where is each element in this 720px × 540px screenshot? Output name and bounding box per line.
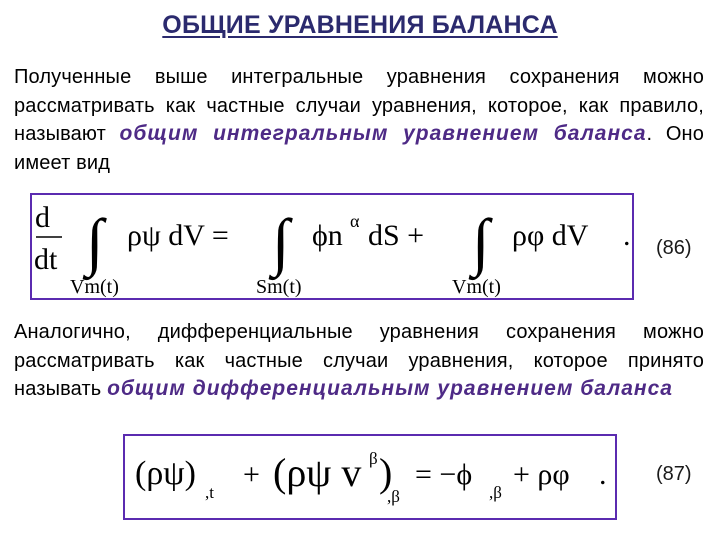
integral-limit: Vm(t) bbox=[70, 276, 119, 298]
integral-limit: Sm(t) bbox=[256, 276, 302, 298]
integral-sign: ∫ bbox=[272, 206, 290, 277]
integral-limit: Vm(t) bbox=[452, 276, 501, 298]
plus-sign: + bbox=[243, 458, 260, 491]
rhs-rho-phi: + ρφ bbox=[513, 458, 570, 491]
integrand-3: ρφ dV bbox=[512, 219, 589, 252]
integral-sign: ∫ bbox=[472, 206, 490, 277]
equation-number: (86) bbox=[656, 237, 692, 259]
equation-number: (87) bbox=[656, 463, 692, 485]
term-flux-close: ) bbox=[379, 450, 393, 495]
second-paragraph bbox=[14, 318, 704, 404]
term-flux-open: (ρψ v bbox=[273, 450, 362, 495]
equation-period: . bbox=[623, 219, 631, 252]
superscript-beta: β bbox=[369, 449, 378, 468]
integrand-1: ρψ dV = bbox=[127, 219, 229, 252]
emphasis-term: общим интегральным уравнением баланса bbox=[119, 122, 647, 145]
emphasis-term: общим дифференциальным уравнением баланса bbox=[107, 377, 673, 400]
rhs-phi: = −ϕ bbox=[415, 458, 473, 491]
page-title: ОБЩИЕ УРАВНЕНИЯ БАЛАНСА bbox=[162, 11, 558, 39]
subscript-beta: ,β bbox=[387, 487, 400, 506]
subscript-beta: ,β bbox=[489, 483, 502, 502]
term-rho-psi: (ρψ) bbox=[135, 455, 196, 492]
equation-87-formula bbox=[125, 436, 615, 518]
integral-sign: ∫ bbox=[86, 206, 104, 277]
paragraph-text: Полученные выше интегральные уравнения сохранения можно рассматривать как частные случаи уравнения, которое, как правило, называют bbox=[14, 66, 704, 145]
integrand-2-rest: dS + bbox=[368, 219, 425, 252]
derivative-d: d bbox=[35, 201, 50, 234]
equation-87-box bbox=[123, 434, 617, 520]
equation-86-box bbox=[30, 193, 634, 300]
integrand-2: ϕn bbox=[312, 219, 343, 252]
equation-86-formula bbox=[32, 195, 632, 298]
paragraph-text: Аналогично, дифференциальные уравнения сохранения можно рассматривать как частные случаи уравнения, которое принято называть bbox=[14, 321, 704, 400]
subscript-t: ,t bbox=[205, 483, 214, 502]
paragraph-text: . Оно имеет вид bbox=[14, 123, 705, 174]
intro-paragraph bbox=[14, 63, 704, 177]
derivative-dt: dt bbox=[34, 243, 58, 276]
superscript-alpha: α bbox=[350, 211, 360, 231]
equation-period: . bbox=[599, 458, 607, 491]
